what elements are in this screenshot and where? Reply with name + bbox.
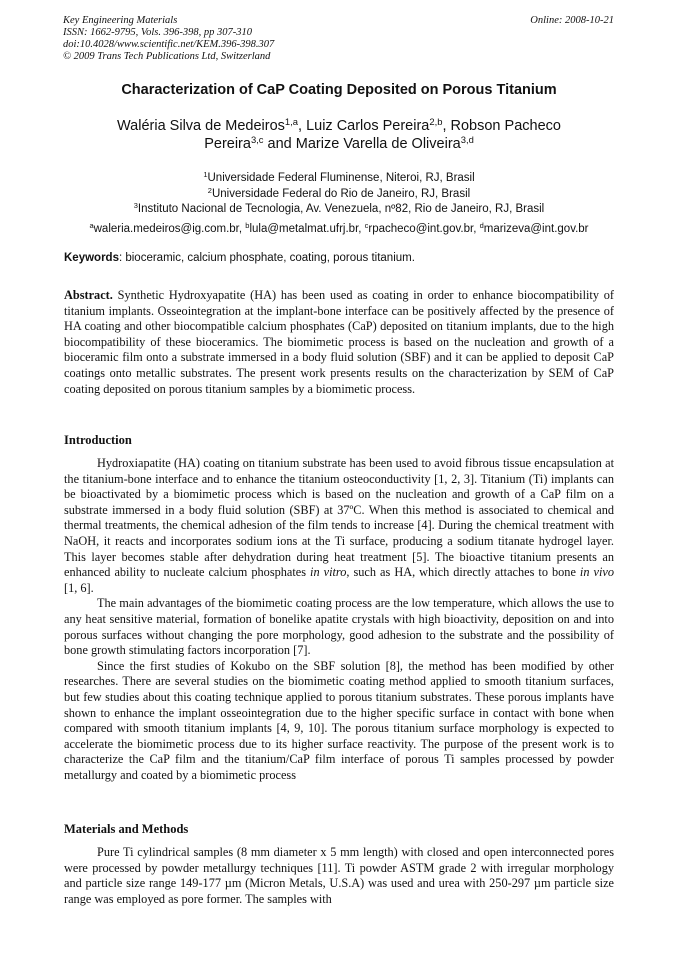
affiliation-num: 3 (133, 201, 138, 211)
journal-header (63, 15, 274, 63)
email-key: b (245, 220, 250, 230)
affiliation (40, 171, 638, 187)
email-address: marizeva@int.gov.br (483, 223, 589, 235)
author-separator: , (442, 118, 447, 134)
abstract (64, 288, 614, 397)
keywords-text: : bioceramic, calcium phosphate, coating, porous titanium. (118, 252, 415, 264)
affiliation-num: 2 (207, 185, 212, 195)
methods-section (64, 845, 614, 907)
author-name: Pereira (204, 136, 251, 152)
section-heading-introduction: Introduction (64, 433, 132, 447)
author-name: Robson Pacheco (450, 118, 561, 134)
affiliation-num: 1 (203, 169, 208, 179)
author-name: Luiz Carlos Pereira (306, 118, 430, 134)
keywords-label: Keywords (64, 252, 119, 264)
paragraph-text: Hydroxiapatite (HA) coating on titanium substrate has been used to avoid fibrous tissue encapsulation at the titanium-bone interface and to enhance the titanium osteoconductivity [1, 2, 3]. Titanium (Ti) implants can be bioactivated by a biomimetic process which is based on the nucleation and growth of a CaP film on a substrate immersed in a body fluid solution (SBF) at 37ºC. When this method is associated to chemical and thermal treatments, the chemical adhesion of the film tends to increase [4]. During the chemical treatment with NaOH, it reacts and incorporates sodium ions at the Ti surface, producing a sodium titanate hydrogel layer. This layer becomes stable after dehydration during heat treatment [5]. The bioactive titanium presents an enhanced ability to nucleate calcium phosphates (64, 456, 614, 580)
author-list (40, 117, 638, 153)
doi-line: doi:10.4028/www.scientific.net/KEM.396-398.307 (63, 39, 275, 50)
author-sup: 1,a (284, 115, 298, 127)
paragraph: The main advantages of the biomimetic coating process are the low temperature, which allows the use to any heat sensitive material, formation of bonelike apatite crystals with high bioactivity, deposition on and into porous surfaces without changing the pore morphology, good adhesion to the substrate and the possibility of bone growth stimulating factors incorporation [7]. (64, 596, 614, 658)
paragraph: Since the first studies of Kokubo on the SBF solution [8], the method has been modified by other researches. There are several studies on the biomimetic coating method applied to smooth titanium surfaces, but few studies about this coating technique applied to porous titanium substrates. These porous implants have shown to enhance the implant osseointegration due to the higher specific surface in contact with bone when compared with smooth titanium implants [4, 9, 10]. The porous titanium surface morphology is expected to accelerate the biomimetic process due to its higher surface reactivity. The purpose of the present work is to characterize the CaP film and the titanium/CaP film interface of porous Ti samples processed by powder metallurgy and coated by a biomimetic process (64, 658, 614, 782)
keywords (64, 251, 614, 266)
email-key: a (89, 220, 94, 230)
author-separator: , (298, 118, 303, 134)
affiliation-text: Universidade Federal Fluminense, Niteroi, RJ, Brasil (207, 172, 475, 184)
affiliation-text: Universidade Federal do Rio de Janeiro, RJ, Brasil (211, 187, 471, 200)
journal-name: Key Engineering Materials (63, 15, 178, 26)
affiliation-text: Instituto Nacional de Tecnologia, Av. Venezuela, nº82, Rio de Janeiro, RJ, Brasil (137, 203, 545, 216)
email-address: rpacheco@int.gov.br, (368, 223, 480, 235)
paper-title: Characterization of CaP Coating Deposited on Porous Titanium (121, 82, 557, 98)
author-name: Waléria Silva de Medeiros (117, 118, 285, 134)
author-name: Marize Varella de Oliveira (295, 136, 461, 152)
issn-line: ISSN: 1662-9795, Vols. 396-398, pp 307-310 (63, 27, 252, 38)
italic-term: in vitro (310, 565, 347, 580)
email-list (40, 222, 638, 237)
introduction-section (64, 456, 614, 783)
paragraph-text: , such as HA, which directly attaches to bone (346, 565, 580, 580)
abstract-label: Abstract. (64, 288, 113, 302)
author-and: and (267, 136, 292, 152)
copyright-line: © 2009 Trans Tech Publications Ltd, Switzerland (63, 51, 271, 62)
email-address: lula@metalmat.ufrj.br, (249, 223, 365, 235)
affiliation (40, 202, 638, 218)
italic-term: in vivo (579, 565, 614, 580)
online-date: Online: 2008-10-21 (530, 15, 614, 26)
author-sup: 3,d (460, 133, 474, 145)
paragraph: Pure Ti cylindrical samples (8 mm diameter x 5 mm length) with closed and open interconnected pores were processed by powder metallurgy techniques [11]. Ti powder ASTM grade 2 with irregular morphology and particle size range 149-177 µm (Micron Metals, U.S.A) was used and urea with 250-297 µm particle size range was employed as pore former. The samples with (64, 845, 614, 906)
paragraph (64, 456, 614, 596)
abstract-text: Synthetic Hydroxyapatite (HA) has been used as coating in order to enhance biocompatibility of titanium implants. Osseointegration at the implant-bone interface can be positively affected by the presence of HA coating and other biocompatible calcium phosphates (CaP) deposited on titanium implants, due to the high biocompatibility of these bioceramics. The biomimetic process is based on the nucleation and growth of a bioceramic film onto a substrate immersed in a body fluid solution (SBF) and it can be applied to deposit CaP coatings onto metallic substrates. The present work presents results on the characterization by SEM of CaP coating deposited on porous titanium samples by a biomimetic process. (64, 288, 614, 396)
paragraph-text: [1, 6]. (64, 580, 94, 595)
affiliation (40, 187, 638, 203)
email-key: d (479, 220, 484, 230)
affiliation-list (40, 171, 638, 218)
author-sup: 2,b (429, 115, 443, 127)
author-sup: 3,c (250, 133, 264, 145)
section-heading-methods: Materials and Methods (64, 822, 189, 836)
email-address: waleria.medeiros@ig.com.br, (93, 223, 246, 235)
email-key: c (364, 220, 369, 230)
